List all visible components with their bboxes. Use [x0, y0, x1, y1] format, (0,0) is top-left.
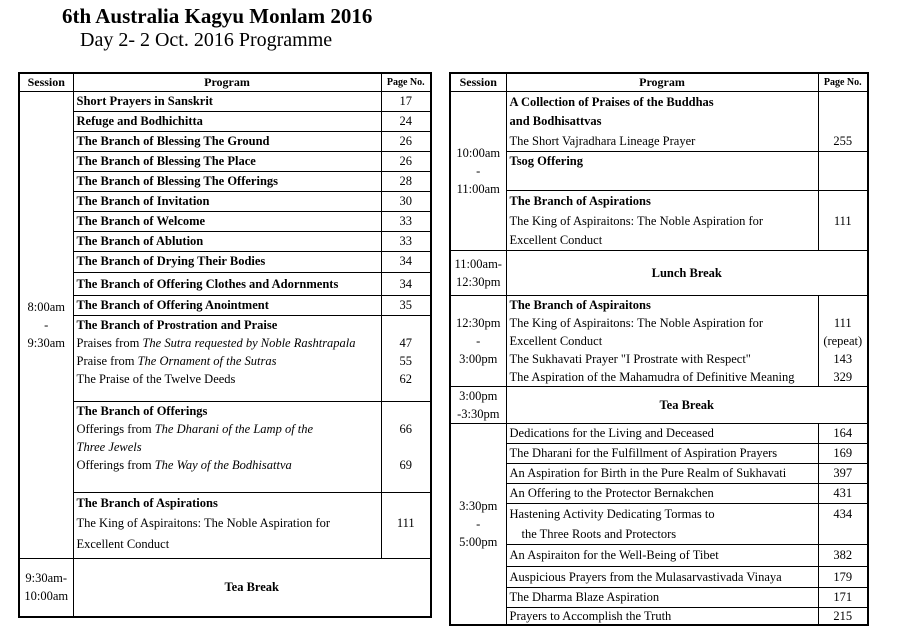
page-number: 111 [381, 493, 431, 559]
table-row [450, 567, 868, 588]
program-subitem: The Short Vajradhara Lineage Prayer [509, 134, 696, 148]
table-row [19, 192, 431, 212]
table-row [450, 545, 868, 567]
right-schedule-table [449, 72, 869, 626]
page-number: 34 [381, 273, 431, 296]
page-number: 35 [381, 296, 431, 316]
page-number: 34 [381, 252, 431, 273]
page-number: 47 55 62 [381, 316, 431, 402]
page-number: 169 [818, 444, 868, 464]
program-subitem: the Three Roots and Protectors [521, 527, 677, 541]
session-start: 9:30am- [25, 571, 68, 586]
page-title: 6th Australia Kagyu Monlam 2016 [62, 4, 373, 28]
session-end: 5:00pm [459, 535, 498, 549]
page-number [818, 152, 868, 191]
table-row [19, 132, 431, 152]
table-row [19, 152, 431, 172]
program-heading: The Branch of Aspirations [509, 194, 651, 208]
page-number: 397 [818, 464, 868, 484]
session-end: 11:00am [456, 182, 500, 196]
program-item: The Branch of Drying Their Bodies [73, 252, 381, 273]
program-subitem: Hastening Activity Dedicating Tormas to [509, 507, 715, 521]
page-number: 431 [818, 484, 868, 504]
program-subitem: Three Jewels [76, 440, 142, 454]
page-subtitle: Day 2- 2 Oct. 2016 Programme [80, 29, 333, 51]
program-item: Dedications for the Living and Deceased [506, 424, 818, 444]
page-number: 24 [381, 112, 431, 132]
tea-break: Tea Break [506, 387, 868, 424]
session-end: 10:00am [24, 589, 69, 604]
session-start: 11:00am- [454, 257, 502, 271]
session-time [450, 92, 506, 251]
lunch-break: Lunch Break [506, 251, 868, 296]
session-time [19, 559, 73, 617]
session-header: Session [450, 73, 506, 92]
table-row [19, 252, 431, 273]
session-dash: - [476, 517, 481, 531]
program-subitem: The Aspiration of the Mahamudra of Definitive Meaning [509, 370, 795, 384]
program-item: The Branch of Invitation [73, 192, 381, 212]
table-row [19, 112, 431, 132]
page-number: 111 (repeat) 143 329 [818, 296, 868, 387]
table-row [19, 493, 431, 559]
program-subitem: Offerings from The Way of the Bodhisattva [76, 458, 292, 472]
page-number: 66 69 [381, 402, 431, 493]
program-item: The Branch of Offering Anointment [73, 296, 381, 316]
page-number: 434 [818, 504, 868, 545]
table-row [450, 588, 868, 608]
program-item: The Branch of Offering Clothes and Adornments [73, 273, 381, 296]
program-subitem: Excellent Conduct [509, 334, 603, 348]
session-dash: - [44, 318, 49, 332]
table-row [450, 296, 868, 387]
program-item [73, 316, 381, 402]
table-row [450, 444, 868, 464]
session-end: 9:30am [27, 336, 65, 350]
program-item: The Dharma Blaze Aspiration [506, 588, 818, 608]
session-time [450, 387, 506, 424]
program-item [73, 493, 381, 559]
table-row [450, 387, 868, 424]
program-subitem: The King of Aspiraitons: The Noble Aspiration for [509, 316, 764, 330]
table-row [19, 559, 431, 617]
program-subitem: The Sukhavati Prayer "I Prostrate with Respect" [509, 352, 751, 366]
program-item: An Aspiration for Birth in the Pure Realm of Sukhavati [506, 464, 818, 484]
table-header-row [19, 73, 431, 92]
session-start: 10:00am [456, 146, 501, 160]
page-number: 164 [818, 424, 868, 444]
session-start: 3:00pm [459, 389, 498, 403]
table-row [450, 608, 868, 626]
program-item: The Branch of Blessing The Place [73, 152, 381, 172]
program-item [506, 504, 818, 545]
session-end: 3:00pm [459, 352, 498, 366]
program-subitem: Offerings from The Dharani of the Lamp of the [76, 422, 314, 436]
page-number: 382 [818, 545, 868, 567]
table-row [19, 232, 431, 252]
table-row [450, 484, 868, 504]
session-end: 12:30pm [456, 275, 501, 289]
table-row [450, 152, 868, 191]
page-header: Page No. [381, 73, 431, 92]
session-start: 3:30pm [459, 499, 498, 513]
program-item: Auspicious Prayers from the Mulasarvastivada Vinaya [506, 567, 818, 588]
session-dash: - [476, 164, 481, 178]
program-heading: A Collection of Praises of the Buddhas [509, 95, 714, 109]
program-subitem: Excellent Conduct [509, 233, 603, 247]
program-item: The Branch of Ablution [73, 232, 381, 252]
page-number: 26 [381, 152, 431, 172]
program-subitem: Praises from The Sutra requested by Noble Rashtrapala [76, 336, 356, 350]
table-row [450, 92, 868, 152]
session-time [450, 251, 506, 296]
session-dash: - [476, 334, 481, 348]
session-start: 12:30pm [456, 316, 501, 330]
program-item [73, 402, 381, 493]
page-number: 179 [818, 567, 868, 588]
table-row [450, 251, 868, 296]
program-subitem: Praise from The Ornament of the Sutras [76, 354, 277, 368]
program-heading: The Branch of Aspirations [76, 496, 218, 510]
program-subitem: The Praise of the Twelve Deeds [76, 372, 236, 386]
table-row [450, 504, 868, 545]
session-end: -3:30pm [457, 407, 500, 421]
session-time [19, 92, 73, 559]
program-item: An Offering to the Protector Bernakchen [506, 484, 818, 504]
program-heading: The Branch of Prostration and Praise [76, 318, 278, 332]
program-subitem: The King of Aspiraitons: The Noble Aspiration for [76, 516, 331, 530]
page-number: 26 [381, 132, 431, 152]
table-row [19, 212, 431, 232]
program-heading: The Branch of Offerings [76, 404, 208, 418]
page-number: 215 [818, 608, 868, 626]
table-row [450, 191, 868, 251]
page-number: 30 [381, 192, 431, 212]
tea-break: Tea Break [73, 559, 431, 617]
page-number: 33 [381, 212, 431, 232]
session-header: Session [19, 73, 73, 92]
program-item: The Branch of Welcome [73, 212, 381, 232]
table-row [19, 172, 431, 192]
session-time [450, 296, 506, 387]
table-row [19, 296, 431, 316]
session-start: 8:00am [27, 300, 65, 314]
program-item: Short Prayers in Sanskrit [73, 92, 381, 112]
table-row [19, 92, 431, 112]
program-item: An Aspiraiton for the Well-Being of Tibet [506, 545, 818, 567]
table-row [19, 273, 431, 296]
program-subitem: Excellent Conduct [76, 537, 170, 551]
program-item: The Branch of Blessing The Ground [73, 132, 381, 152]
program-item: The Dharani for the Fulfillment of Aspiration Prayers [506, 444, 818, 464]
table-row [450, 424, 868, 444]
page-number: 28 [381, 172, 431, 192]
program-item [506, 296, 818, 387]
page-number: 111 [818, 191, 868, 251]
table-row [450, 464, 868, 484]
page-number: 255 [818, 92, 868, 152]
table-header-row [450, 73, 868, 92]
program-header: Program [73, 73, 381, 92]
program-item: Prayers to Accomplish the Truth [506, 608, 818, 626]
program-item [506, 92, 818, 152]
table-row [19, 316, 431, 402]
program-item: Tsog Offering [506, 152, 818, 191]
program-subitem: The King of Aspiraitons: The Noble Aspiration for [509, 214, 764, 228]
session-time [450, 424, 506, 626]
program-heading: and Bodhisattvas [509, 114, 602, 128]
page-number: 171 [818, 588, 868, 608]
left-schedule-table [18, 72, 432, 618]
program-header: Program [506, 73, 818, 92]
page-header: Page No. [818, 73, 868, 92]
program-item: The Branch of Blessing The Offerings [73, 172, 381, 192]
program-item [506, 191, 818, 251]
page-number: 33 [381, 232, 431, 252]
page-number: 17 [381, 92, 431, 112]
table-row [19, 402, 431, 493]
program-item: Refuge and Bodhichitta [73, 112, 381, 132]
program-heading: The Branch of Aspiraitons [509, 298, 651, 312]
